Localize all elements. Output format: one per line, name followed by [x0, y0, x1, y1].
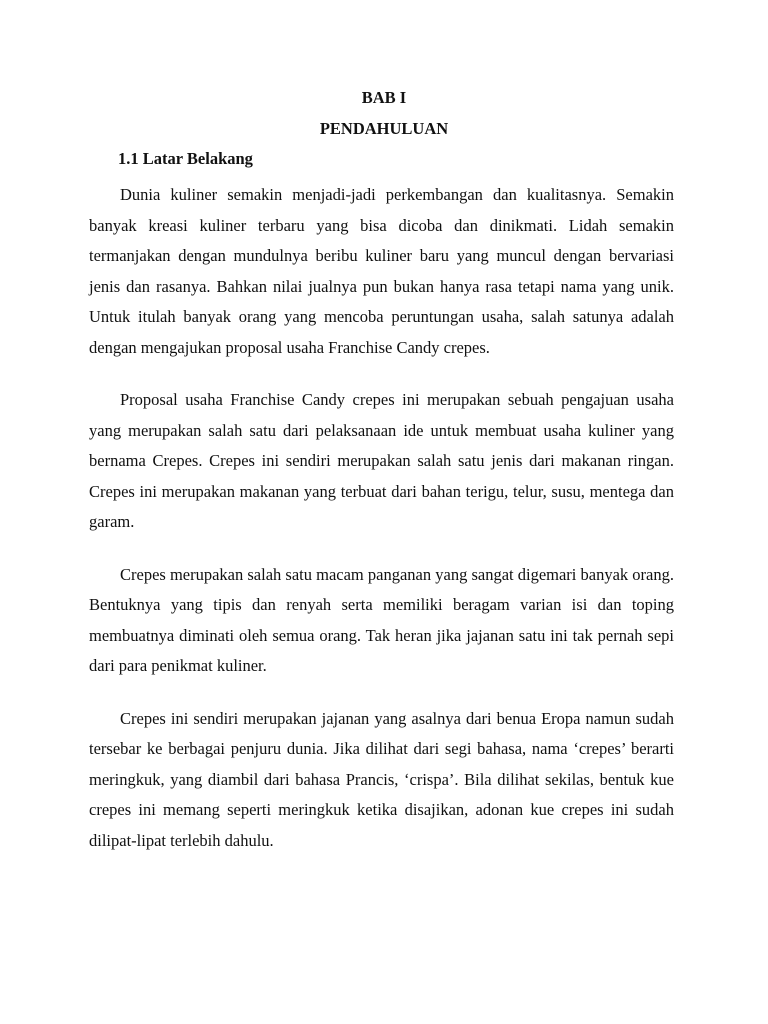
chapter-title: PENDAHULUAN — [319, 119, 449, 138]
paragraph-1: Dunia kuliner semakin menjadi-jadi perkembangan dan kualitasnya. Semakin banyak kreasi kuliner terbaru yang bisa dicoba dan dinikmati. Lidah semakin termanjakan dengan mundulnya beribu kuliner baru yang muncul dengan bervariasi jenis dan rasanya. Bahkan nilai jualnya pun bukan hanya rasa tetapi nama yang unik. Untuk itulah banyak orang yang mencoba peruntungan usaha, salah satunya adalah dengan mengajukan proposal usaha Franchise Candy crepes. — [89, 185, 674, 357]
paragraph-2: Proposal usaha Franchise Candy crepes ini merupakan sebuah pengajuan usaha yang merupakan salah satu dari pelaksanaan ide untuk membuat usaha kuliner yang bernama Crepes. Crepes ini sendiri merupakan salah satu jenis dari makanan ringan. Crepes ini merupakan makanan yang terbuat dari bahan terigu, telur, susu, mentega dan garam. — [89, 390, 674, 531]
paragraph-3: Crepes merupakan salah satu macam panganan yang sangat digemari banyak orang. Bentuknya yang tipis dan renyah serta memiliki beragam varian isi dan toping membuatnya diminati oleh semua orang. Tak heran jika jajanan satu ini tak pernah sepi dari para penikmat kuliner. — [89, 564, 674, 675]
paragraph-4: Crepes ini sendiri merupakan jajanan yang asalnya dari benua Eropa namun sudah tersebar ke berbagai penjuru dunia. Jika dilihat dari segi bahasa, nama ‘crepes’ berarti meringkuk, yang diambil dari bahasa Prancis, ‘crispa’. Bila dilihat sekilas, bentuk kue crepes ini memang seperti meringkuk ketika disajikan, adonan kue crepes ini sudah dilipat-lipat terlebih dahulu. — [89, 708, 674, 850]
chapter-number: BAB I — [361, 88, 407, 107]
body-text — [89, 180, 674, 878]
section-heading: 1.1 Latar Belakang — [118, 149, 253, 168]
